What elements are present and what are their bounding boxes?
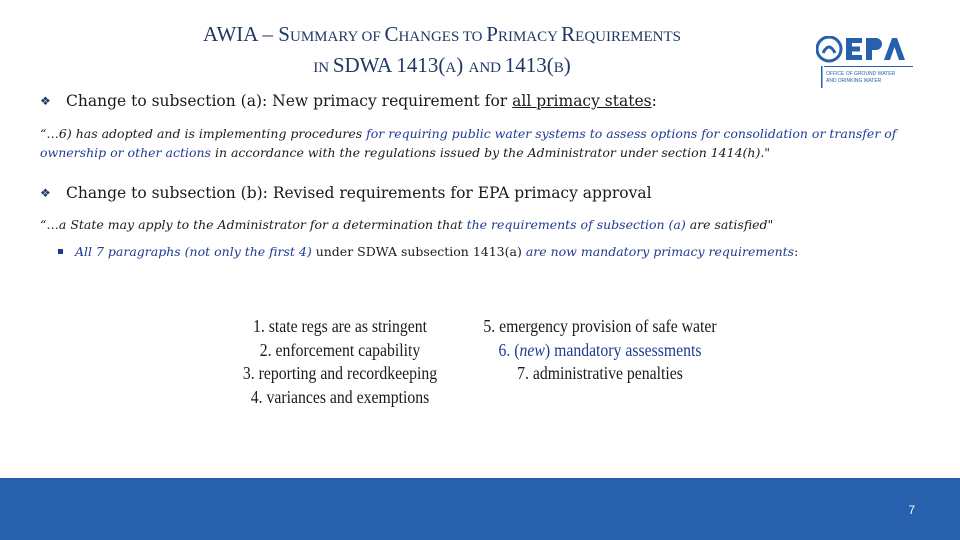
list-item-new: 6. (new) mandatory assessments [498,339,702,360]
list-item: 5. emergency provision of safe water [483,316,717,336]
sub-bullet-paragraphs: All 7 paragraphs (not only the first 4) under SDWA subsection 1413(a) are now mandatory primacy requirements: [58,244,798,259]
page-number: 7 [908,503,915,517]
bullet-subsection-b: ❖ Change to subsection (b): Revised requirements for EPA primacy approval [40,184,652,202]
requirements-list-right [483,315,717,386]
title-line-1: AWIA – SUMMARY OF CHANGES TO PRIMACY REQUIREMENTS [203,22,681,46]
diamond-bullet-icon: ❖ [40,186,51,200]
svg-text:AND DRINKING WATER: AND DRINKING WATER [826,78,882,84]
epa-logo-graphic [816,36,916,96]
list-item: 3. reporting and recordkeeping [242,363,438,383]
quote-subsection-b: “…a State may apply to the Administrator for a determination that the requirements of subsection (a) are satisfied" [40,217,774,232]
requirements-list-left [223,315,457,409]
svg-text:OFFICE OF GROUND WATER: OFFICE OF GROUND WATER [826,71,896,77]
footer-bar [0,478,960,540]
epa-logo [816,36,916,96]
list-item: 1. state regs are as stringent [252,316,428,336]
list-item: 2. enforcement capability [259,339,421,360]
slide-title [0,20,884,82]
quote-subsection-a: “…6) has adopted and is implementing procedures for requiring public water systems to assess options for consolidation or transfer of ownership or other actions in accordance with the regulations issued by the Administrator under section 1414(h)." [40,126,897,160]
list-item: 7. administrative penalties [517,363,683,383]
diamond-bullet-icon: ❖ [40,94,51,108]
title-line-2: IN SDWA 1413(A) AND 1413(B) [313,53,571,77]
bullet-subsection-a: ❖ Change to subsection (a): New primacy requirement for all primacy states: [40,92,657,110]
list-item: 4. variances and exemptions [250,386,430,407]
square-bullet-icon [58,249,63,254]
